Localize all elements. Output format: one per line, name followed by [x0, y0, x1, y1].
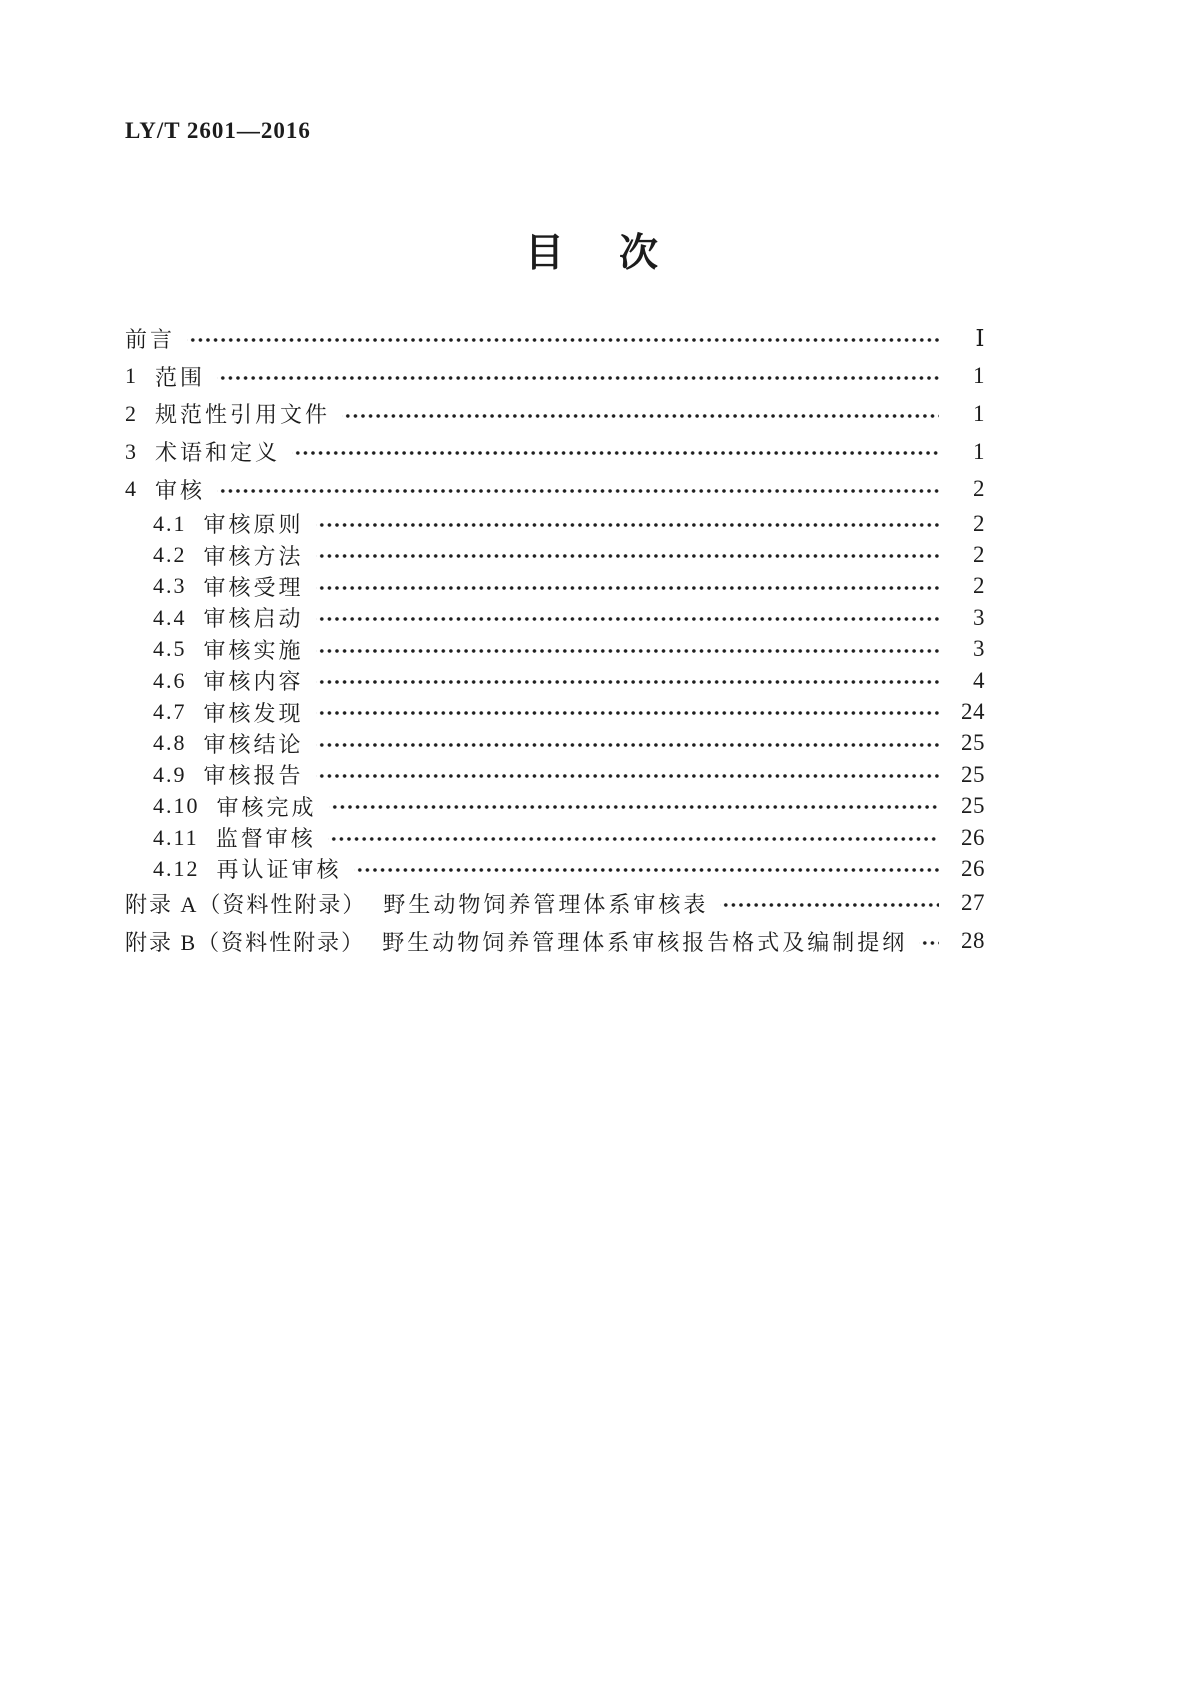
toc-entry-number: 4.3 — [153, 573, 187, 599]
toc-entry-label: 审核报告 — [203, 763, 304, 789]
toc-entry-page: 3 — [973, 604, 985, 630]
toc-entry-label: 审核 — [155, 477, 206, 503]
toc-entry — [125, 433, 985, 471]
toc-entry-page: Ⅰ — [975, 325, 985, 351]
toc-entry-number: 4.10 — [153, 793, 200, 819]
toc-entry-label: 审核内容 — [203, 669, 304, 695]
toc-leader-dots — [316, 571, 939, 602]
toc-entry-label: 审核发现 — [203, 700, 304, 726]
toc-entry-number: 1 — [125, 363, 138, 389]
toc-entry-number: 4.7 — [153, 699, 187, 724]
page-title: 目 次 — [524, 232, 666, 275]
toc-leader-dots — [292, 433, 939, 471]
toc-entry-label: 审核启动 — [203, 606, 304, 632]
toc-entry — [125, 395, 985, 433]
toc-entry — [125, 470, 985, 508]
toc-entry-page: 1 — [973, 363, 985, 389]
toc-entry — [125, 634, 985, 665]
toc-entry-number: 2 — [125, 400, 138, 426]
toc-entry — [125, 759, 985, 790]
toc-leader-dots — [316, 634, 939, 665]
toc-entry — [125, 696, 985, 727]
toc-entry-label: 前言 — [125, 327, 176, 353]
toc-leader-dots — [316, 728, 939, 759]
toc-entry-page: 28 — [961, 928, 985, 954]
toc-leader-dots — [354, 853, 939, 884]
toc-entry-label: 审核结论 — [203, 731, 304, 757]
toc-entry-number: 4.6 — [153, 667, 187, 693]
toc-entry — [125, 571, 985, 602]
toc-entry — [125, 320, 985, 358]
toc-entry-page: 26 — [961, 855, 985, 881]
standard-code: LY/T 2601—2016 — [125, 118, 311, 143]
toc-leader-dots — [328, 822, 939, 853]
toc-leader-dots — [316, 665, 939, 696]
toc-entry-number: 4.5 — [153, 636, 187, 662]
toc-entry-label: 规范性引用文件 — [155, 402, 331, 428]
toc-leader-dots — [316, 508, 939, 539]
toc-leader-dots — [217, 470, 939, 508]
toc-entry-label: 再认证审核 — [216, 857, 342, 883]
toc-leader-dots — [342, 395, 939, 433]
toc-leader-dots — [187, 320, 939, 358]
toc-entry-number: 4 — [125, 476, 138, 502]
toc-entry-page: 27 — [961, 890, 985, 916]
toc-entry-page: 3 — [973, 636, 985, 662]
toc-entry-page: 1 — [973, 438, 985, 464]
toc-entry — [125, 922, 985, 960]
toc-entry — [125, 602, 985, 633]
toc-entry — [125, 822, 985, 853]
toc-entry-page: 25 — [961, 730, 985, 756]
toc-entry-number: 附录 A（资料性附录） — [125, 891, 367, 917]
toc-entry-number: 4.9 — [153, 761, 187, 787]
toc-entry-page: 24 — [961, 699, 985, 724]
toc-entry-number: 4.2 — [153, 542, 187, 568]
toc-entry-label: 范围 — [155, 364, 206, 390]
toc-entry-label: 审核方法 — [203, 543, 304, 569]
toc-leader-dots — [919, 922, 939, 960]
toc-entry-number: 3 — [125, 438, 138, 464]
toc-entry — [125, 508, 985, 539]
toc-entry-label: 监督审核 — [215, 826, 316, 852]
toc-entry-label: 审核原则 — [203, 512, 304, 538]
toc-leader-dots — [720, 885, 939, 923]
toc-entry-page: 2 — [973, 542, 985, 568]
toc-entry-page: 2 — [973, 476, 985, 502]
toc-entry — [125, 728, 985, 759]
toc-entry-page: 2 — [973, 510, 985, 536]
toc-entry-label: 审核受理 — [203, 574, 304, 600]
toc-entry-number: 4.11 — [153, 824, 199, 850]
toc-leader-dots — [329, 790, 939, 821]
toc-entry — [125, 358, 985, 396]
toc-entry-label: 审核实施 — [203, 637, 304, 663]
toc-entry-page: 25 — [961, 761, 985, 787]
toc-entry-page: 1 — [973, 400, 985, 426]
toc-entry — [125, 665, 985, 696]
toc-leader-dots — [316, 602, 939, 633]
toc-leader-dots — [217, 358, 939, 396]
toc-entry-label: 野生动物饲养管理体系审核报告格式及编制提纲 — [382, 929, 908, 955]
toc-leader-dots — [316, 696, 939, 727]
toc-entry — [125, 539, 985, 570]
toc-leader-dots — [316, 539, 939, 570]
toc-entry-number: 4.1 — [153, 510, 187, 536]
toc-entry-number: 附录 B（资料性附录） — [125, 929, 366, 955]
toc-entry-number: 4.4 — [153, 604, 187, 630]
toc-entry-label: 审核完成 — [216, 794, 317, 820]
toc-entry — [125, 790, 985, 821]
toc-entry-page: 26 — [961, 824, 985, 850]
toc-entry — [125, 853, 985, 884]
toc-entry — [125, 885, 985, 923]
toc-leader-dots — [316, 759, 939, 790]
toc-entry-number: 4.12 — [153, 855, 200, 881]
toc-entry-label: 术语和定义 — [155, 440, 281, 466]
toc-entry-page: 2 — [973, 573, 985, 599]
toc-entry-page: 25 — [961, 793, 985, 819]
toc-list — [125, 320, 985, 960]
toc-entry-number: 4.8 — [153, 730, 187, 756]
toc-entry-label: 野生动物饲养管理体系审核表 — [383, 891, 709, 917]
toc-entry-page: 4 — [973, 667, 985, 693]
